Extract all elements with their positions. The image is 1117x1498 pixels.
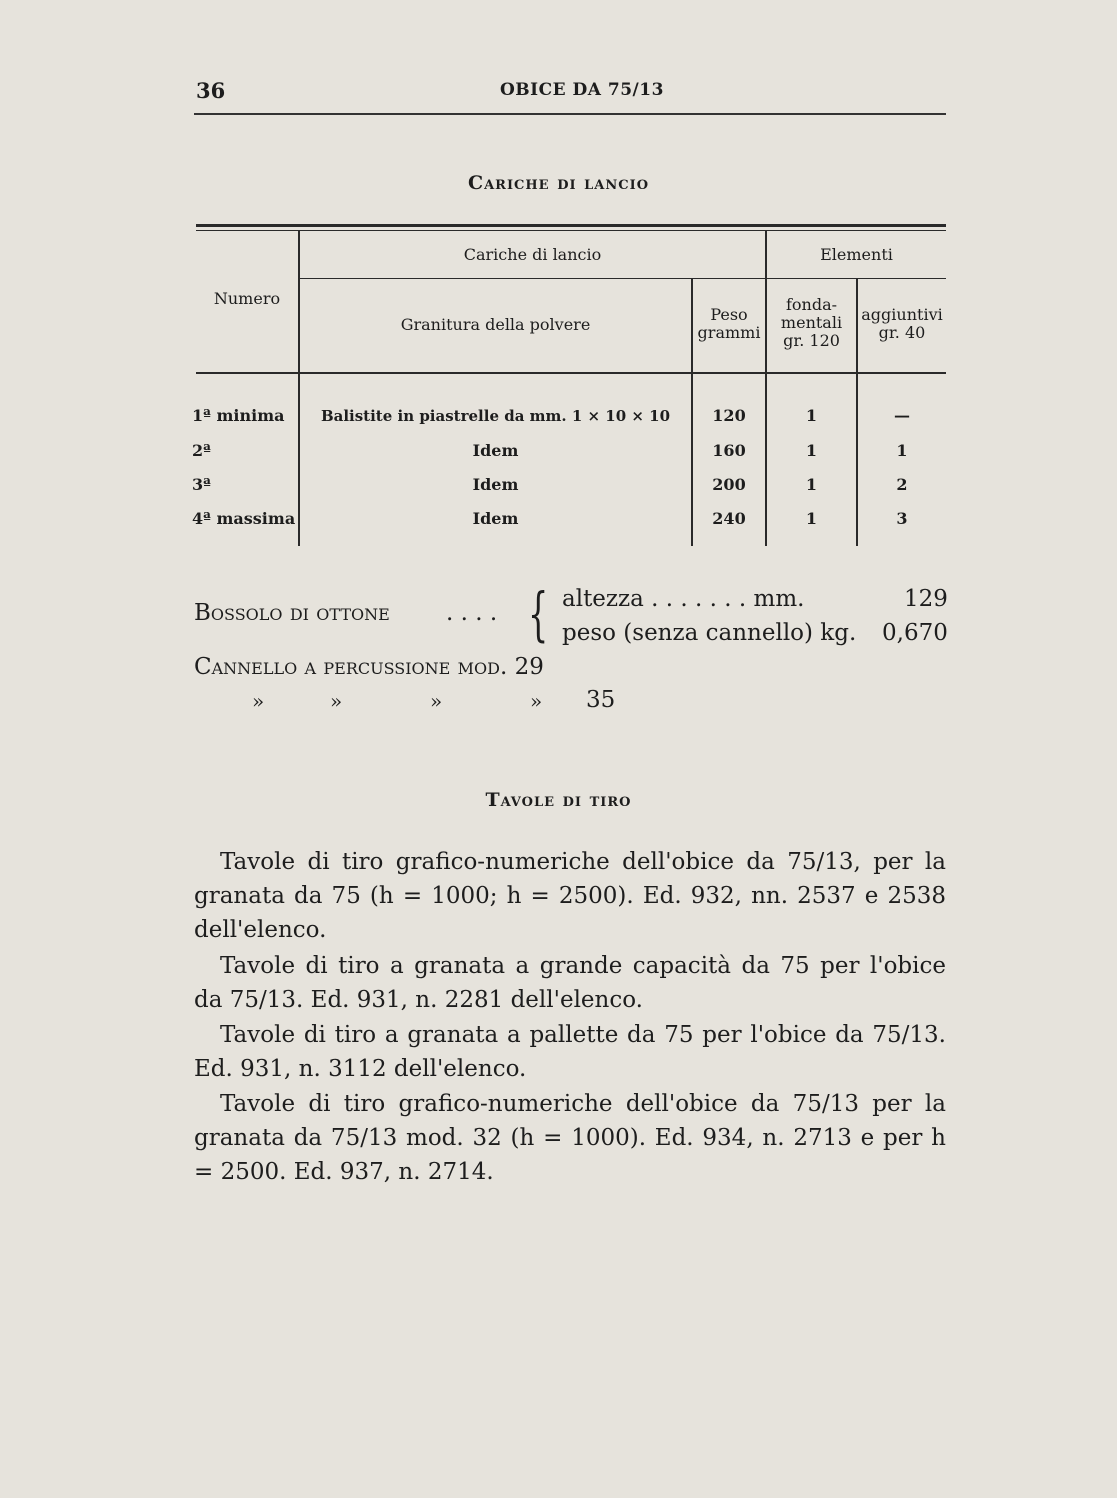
table-cell-granitura: Idem bbox=[472, 475, 519, 494]
table-cell-granitura: Idem bbox=[472, 509, 519, 528]
bossolo-label: Bossolo di ottone bbox=[194, 600, 390, 626]
ditto-mark: » bbox=[330, 689, 343, 713]
vline-3 bbox=[765, 231, 767, 546]
col-header-numero: Numero bbox=[213, 289, 281, 308]
section-title-tavole: Tavole di tiro bbox=[485, 789, 632, 811]
table-cell-numero: 4ª massima bbox=[192, 509, 296, 528]
paragraph-text: Tavole di tiro a granata a grande capacità da 75 per l'obice da 75/13. Ed. 931, n. 2281 dell'elenco. bbox=[194, 953, 946, 1013]
section-title-cariche: Cariche di lancio bbox=[467, 172, 650, 194]
bossolo-altezza-label: altezza . . . . . . . mm. bbox=[562, 586, 805, 612]
paragraph-text: Tavole di tiro a granata a pallette da 75 per l'obice da 75/13. Ed. 931, n. 3112 dell'elenco. bbox=[194, 1022, 946, 1082]
group-header-cariche: Cariche di lancio bbox=[463, 245, 602, 264]
col-header-peso-1: Peso bbox=[710, 305, 748, 324]
table-cell-numero: 1ª minima bbox=[192, 406, 285, 425]
col-header-agg-2: gr. 40 bbox=[878, 323, 926, 342]
col-header-peso-2: grammi bbox=[697, 323, 761, 342]
paragraph-2 bbox=[194, 949, 946, 1017]
col-header-fond-3: gr. 120 bbox=[783, 331, 840, 350]
col-header-fond-2: mentali bbox=[780, 313, 843, 332]
table-cell-agg: 2 bbox=[896, 475, 908, 494]
col-header-granitura: Granitura della polvere bbox=[400, 315, 591, 334]
brace-symbol: { bbox=[528, 580, 549, 648]
table-cell-fond: 1 bbox=[805, 406, 818, 425]
vline-1 bbox=[298, 231, 300, 546]
bossolo-peso-label: peso (senza cannello) kg. bbox=[562, 620, 857, 646]
cannello-line2-value: 35 bbox=[586, 687, 616, 713]
group-header-elementi: Elementi bbox=[820, 245, 893, 264]
col-header-fond-1: fonda- bbox=[785, 295, 838, 314]
table-cell-numero: 2ª bbox=[192, 441, 211, 460]
table-cell-fond: 1 bbox=[805, 475, 818, 494]
table-cell-peso: 160 bbox=[712, 441, 746, 460]
header-bottom-rule bbox=[196, 372, 946, 374]
paragraph-3 bbox=[194, 1018, 946, 1086]
table-cell-agg: 3 bbox=[896, 509, 908, 528]
ditto-mark: » bbox=[430, 689, 443, 713]
table-top-rule-2 bbox=[196, 230, 946, 231]
header-rule bbox=[194, 113, 946, 115]
paragraph-1 bbox=[194, 845, 946, 947]
table-cell-agg: 1 bbox=[896, 441, 908, 460]
bossolo-altezza-value: 129 bbox=[904, 586, 948, 612]
bossolo-dots: . . . . bbox=[446, 600, 498, 626]
table-cell-numero: 3ª bbox=[192, 475, 211, 494]
page-number: 36 bbox=[196, 78, 226, 103]
table-top-rule bbox=[196, 224, 946, 227]
paragraph-text: Tavole di tiro grafico-numeriche dell'obice da 75/13 per la granata da 75/13 mod. 32 (h = 1000). Ed. 934, n. 2713 e per h = 2500. Ed. 937, n. 2714. bbox=[194, 1091, 946, 1185]
table-cell-peso: 200 bbox=[712, 475, 746, 494]
cariche-table bbox=[192, 224, 946, 546]
paragraph-text: Tavole di tiro grafico-numeriche dell'obice da 75/13, per la granata da 75 (h = 1000; h = 2500). Ed. 932, nn. 2537 e 2538 dell'elenco. bbox=[194, 849, 946, 943]
bossolo-peso-value: 0,670 bbox=[882, 620, 948, 646]
ditto-mark: » bbox=[252, 689, 265, 713]
table-cell-peso: 120 bbox=[712, 406, 746, 425]
table-cell-fond: 1 bbox=[805, 441, 818, 460]
table-cell-granitura: Balistite in piastrelle da mm. 1 × 10 × 10 bbox=[320, 407, 671, 425]
table-cell-agg: — bbox=[894, 406, 910, 425]
table-cell-granitura: Idem bbox=[472, 441, 519, 460]
table-cell-peso: 240 bbox=[712, 509, 746, 528]
group-sub-rule bbox=[300, 278, 946, 279]
running-title: OBICE DA 75/13 bbox=[500, 80, 664, 100]
col-header-agg-1: aggiuntivi bbox=[861, 305, 943, 324]
cannello-line: Cannello a percussione mod. 29 bbox=[194, 654, 544, 680]
table-cell-fond: 1 bbox=[805, 509, 818, 528]
paragraph-4 bbox=[194, 1087, 946, 1189]
ditto-mark: » bbox=[530, 689, 543, 713]
